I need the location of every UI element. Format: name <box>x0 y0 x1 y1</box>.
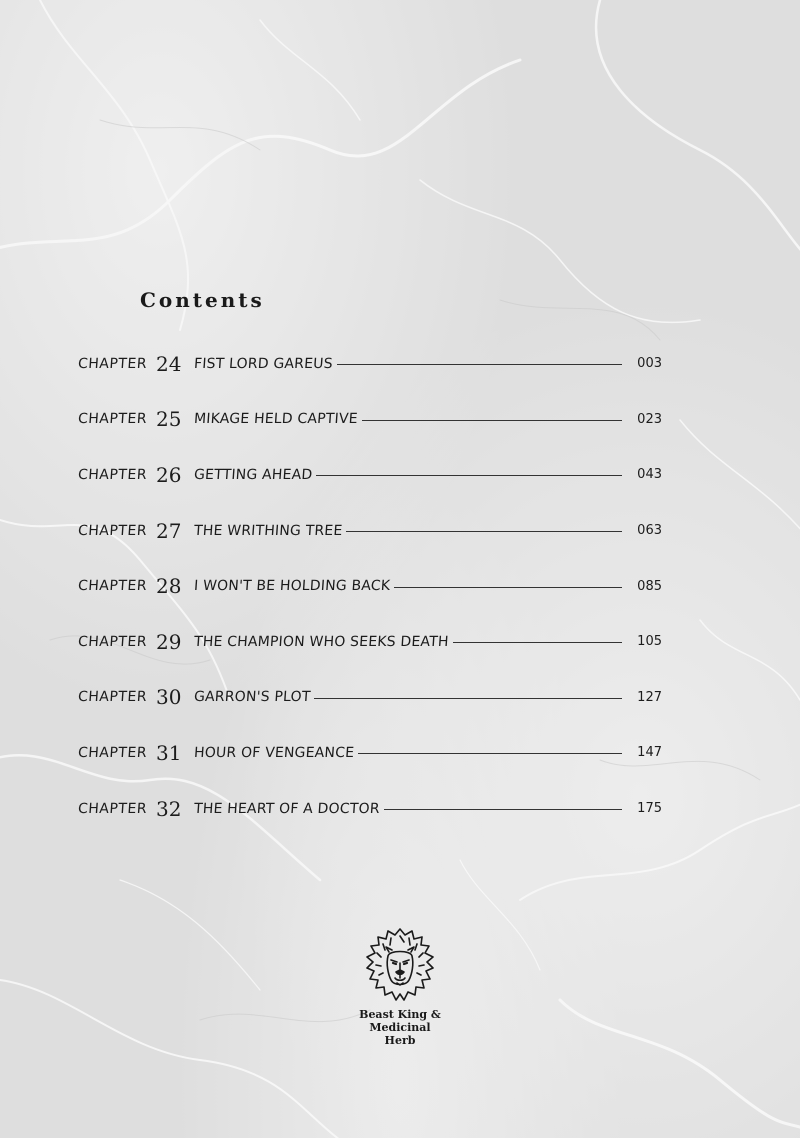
chapter-entry-32[interactable] <box>78 781 662 837</box>
chapter-entry-27[interactable] <box>78 503 662 559</box>
chapter-title: FIST LORD GAREUS <box>193 355 334 372</box>
chapter-title: I WON'T BE HOLDING BACK <box>193 578 391 595</box>
leader-line <box>358 753 622 754</box>
chapter-entry-28[interactable] <box>78 558 662 614</box>
chapter-list <box>78 336 662 836</box>
chapter-number: 29 <box>156 629 182 654</box>
chapter-title: HOUR OF VENGEANCE <box>193 744 355 761</box>
chapter-number: 32 <box>156 796 182 821</box>
leader-line <box>314 698 622 699</box>
chapter-number: 30 <box>156 685 182 710</box>
chapter-title: GETTING AHEAD <box>193 466 313 483</box>
leader-line <box>394 587 622 588</box>
chapter-entry-29[interactable] <box>78 614 662 670</box>
logo-line: Beast King & <box>359 1008 441 1021</box>
chapter-number: 28 <box>156 574 182 599</box>
chapter-entry-24[interactable] <box>78 336 662 392</box>
chapter-page: 023 <box>637 411 662 427</box>
chapter-entry-31[interactable] <box>78 725 662 781</box>
chapter-page: 003 <box>637 356 662 372</box>
chapter-page: 105 <box>637 634 662 650</box>
chapter-number: 27 <box>156 518 182 543</box>
chapter-label: CHAPTER <box>77 578 148 595</box>
chapter-title: THE WRITHING TREE <box>193 522 343 539</box>
series-logo <box>340 922 460 1062</box>
leader-line <box>384 809 622 810</box>
leader-line <box>346 531 622 532</box>
leader-line <box>453 642 622 643</box>
logo-line: Herb <box>384 1034 416 1047</box>
chapter-title: THE CHAMPION WHO SEEKS DEATH <box>193 633 450 650</box>
chapter-page: 043 <box>637 467 662 483</box>
chapter-page: 175 <box>637 801 662 817</box>
chapter-label: CHAPTER <box>77 744 148 761</box>
leader-line <box>316 475 622 476</box>
chapter-label: CHAPTER <box>77 355 148 372</box>
logo-text <box>340 1008 460 1047</box>
chapter-number: 24 <box>156 351 182 376</box>
contents-heading: Contents <box>140 288 265 312</box>
chapter-entry-30[interactable] <box>78 670 662 726</box>
chapter-label: CHAPTER <box>77 522 148 539</box>
chapter-label: CHAPTER <box>77 800 148 817</box>
chapter-label: CHAPTER <box>77 411 148 428</box>
chapter-number: 25 <box>156 407 182 432</box>
chapter-entry-26[interactable] <box>78 447 662 503</box>
logo-line: Medicinal <box>369 1021 431 1034</box>
chapter-page: 127 <box>637 689 662 705</box>
chapter-label: CHAPTER <box>77 689 148 706</box>
chapter-page: 147 <box>637 745 662 761</box>
chapter-label: CHAPTER <box>77 633 148 650</box>
chapter-title: THE HEART OF A DOCTOR <box>193 800 381 817</box>
chapter-entry-25[interactable] <box>78 392 662 448</box>
leader-line <box>362 420 622 421</box>
chapter-number: 31 <box>156 740 182 765</box>
chapter-page: 085 <box>637 578 662 594</box>
chapter-page: 063 <box>637 523 662 539</box>
lion-icon <box>362 926 438 1006</box>
chapter-number: 26 <box>156 462 182 487</box>
chapter-label: CHAPTER <box>77 466 148 483</box>
leader-line <box>337 364 622 365</box>
chapter-title: MIKAGE HELD CAPTIVE <box>193 411 359 428</box>
chapter-title: GARRON'S PLOT <box>193 689 312 706</box>
